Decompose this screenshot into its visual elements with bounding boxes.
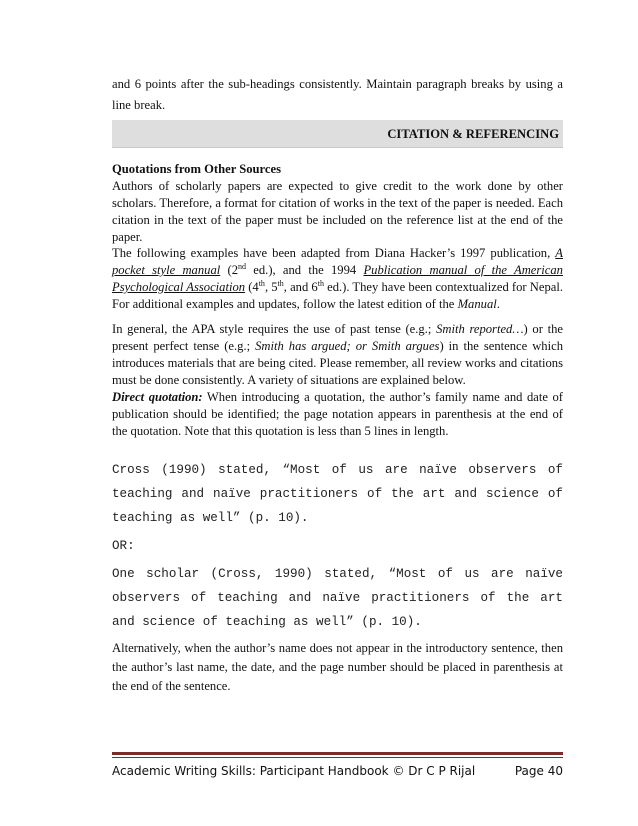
quotations-heading: Quotations from Other Sources (112, 162, 281, 176)
examples-text-7: ed.). They have been contextualized for Nepal. For additional examples and updates, follow the latest edition of the (112, 280, 563, 311)
direct-quotation-paragraph (112, 389, 563, 440)
example-quote-1: Cross (1990) stated, “Most of us are naïve observers of teaching and naïve practitioners of the art and science of teaching as well” (p. 10). (112, 463, 563, 525)
examples-text-3: ed.), and the 1994 (246, 263, 364, 277)
book-title-apa-manual: Publication manual of the American Psychological Association (112, 263, 563, 294)
footer-rule-thick (112, 752, 563, 755)
example-quote-2: One scholar (Cross, 1990) stated, “Most of us are naïve observers of teaching and naïve practitioners of the art and science of teaching as well” (p. 10). (112, 567, 563, 629)
superscript-th-2: th (277, 278, 284, 288)
examples-text-2: (2 (220, 263, 239, 277)
manual-word: Manual (457, 297, 497, 311)
direct-quotation-text: When introducing a quotation, the author’s family name and date of publication should be identified; the page notation appears in parenthesis at the end of the quotation. Note that this quotation is less than 5 lines in length. (112, 390, 563, 438)
tense-example-1: Smith reported… (436, 322, 524, 336)
examples-text-1: The following examples have been adapted from Diana Hacker’s 1997 publication, (112, 246, 556, 260)
tense-text-1: In general, the APA style requires the use of past tense (e.g.; (112, 322, 437, 336)
book-title-pocket-style-manual: A pocket style manual (112, 246, 563, 277)
section-header-bar (112, 120, 563, 148)
section-title: CITATION & REFERENCING (387, 127, 559, 141)
footer-title: Academic Writing Skills: Participant Handbook © Dr C P Rijal (112, 764, 476, 778)
superscript-th-3: th (317, 278, 324, 288)
tense-paragraph (112, 321, 563, 389)
examples-text-6: , and 6 (283, 280, 318, 294)
superscript-nd: nd (238, 261, 247, 271)
page-number: Page 40 (514, 764, 563, 778)
tense-example-2: Smith has argued; or Smith argues (255, 339, 440, 353)
superscript-th-1: th (258, 278, 265, 288)
examples-text-5: , 5 (264, 280, 278, 294)
tense-text-2: ) or the present perfect tense (e.g.; (112, 322, 563, 353)
tense-text-3: ) in the sentence which introduces materials that are being cited. Please remember, all review works and citations must be done consistently. A variety of situations are explained below. (112, 339, 563, 387)
direct-quotation-label: Direct quotation: (112, 390, 203, 404)
quotations-body: Authors of scholarly papers are expected to give credit to the work done by other scholars. Therefore, a format for citation of works in the text of the paper is needed. Each citation in the text of the paper must be included on the reference list at the end of the paper. (112, 179, 563, 244)
examples-text-4: (4 (245, 280, 259, 294)
intro-paragraph: and 6 points after the sub-headings consistently. Maintain paragraph breaks by using a line break. (112, 77, 563, 112)
examples-text-8: . (496, 297, 500, 311)
quotations-section (112, 161, 563, 246)
or-label: OR: (112, 539, 135, 553)
examples-paragraph (112, 245, 563, 313)
footer-rule-thin (112, 757, 563, 758)
alternative-paragraph: Alternatively, when the author’s name does not appear in the introductory sentence, then the author’s last name, the date, and the page number should be placed in parenthesis at the end of the sentence. (112, 641, 563, 693)
